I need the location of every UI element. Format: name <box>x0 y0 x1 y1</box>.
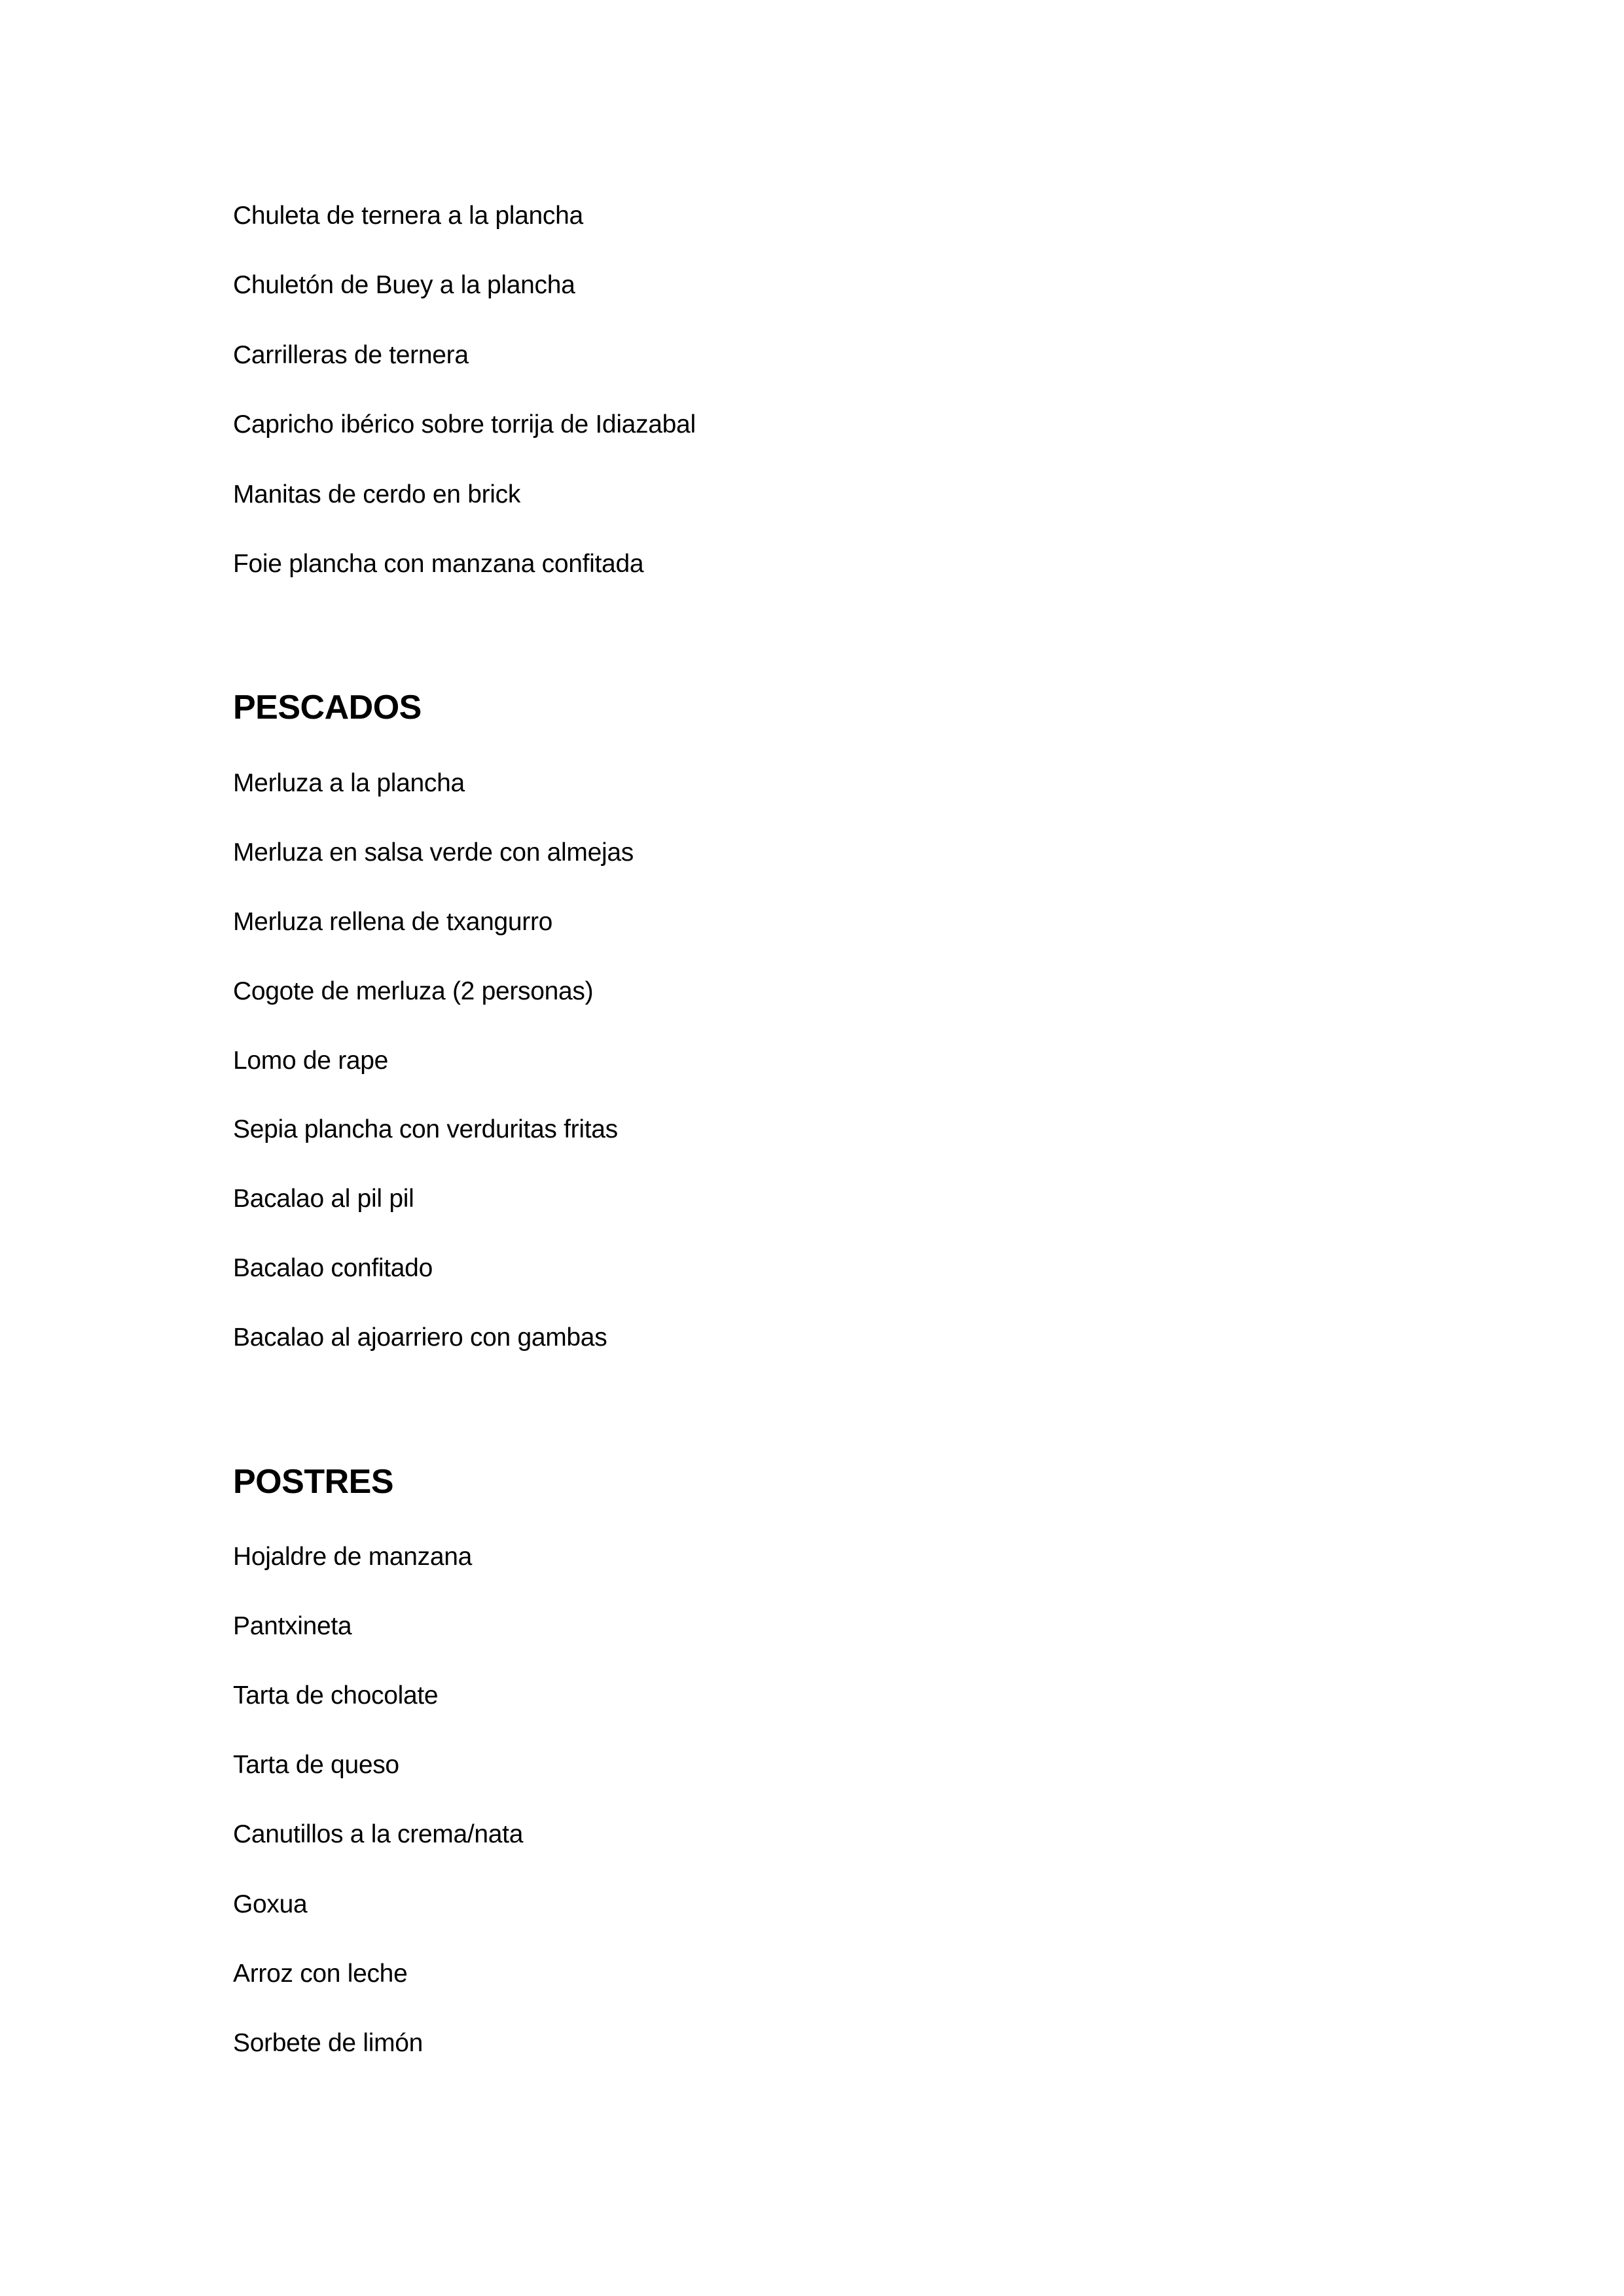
menu-item: Foie plancha con manzana confitada <box>233 550 644 578</box>
section-heading-postres: POSTRES <box>233 1463 393 1501</box>
menu-item: Merluza a la plancha <box>233 769 465 797</box>
menu-item: Lomo de rape <box>233 1047 389 1075</box>
section-heading-pescados: PESCADOS <box>233 689 422 726</box>
menu-item: Chuletón de Buey a la plancha <box>233 271 575 299</box>
menu-item: Carrilleras de ternera <box>233 341 469 369</box>
menu-item: Manitas de cerdo en brick <box>233 480 521 509</box>
menu-item: Sorbete de limón <box>233 2029 424 2057</box>
menu-item: Merluza rellena de txangurro <box>233 908 553 936</box>
menu-item: Arroz con leche <box>233 1960 408 1988</box>
menu-item: Bacalao confitado <box>233 1254 433 1282</box>
menu-item: Capricho ibérico sobre torrija de Idiazabal <box>233 410 696 439</box>
menu-item: Chuleta de ternera a la plancha <box>233 202 583 230</box>
menu-item: Merluza en salsa verde con almejas <box>233 838 634 867</box>
menu-item: Sepia plancha con verduritas fritas <box>233 1115 618 1143</box>
menu-item: Bacalao al ajoarriero con gambas <box>233 1323 607 1352</box>
menu-item: Bacalao al pil pil <box>233 1185 414 1213</box>
menu-item: Canutillos a la crema/nata <box>233 1820 524 1848</box>
menu-item: Hojaldre de manzana <box>233 1543 473 1571</box>
menu-item: Goxua <box>233 1890 308 1918</box>
menu-item: Pantxineta <box>233 1612 352 1640</box>
menu-item: Tarta de chocolate <box>233 1681 439 1710</box>
menu-item: Cogote de merluza (2 personas) <box>233 977 594 1005</box>
menu-item: Tarta de queso <box>233 1751 399 1779</box>
